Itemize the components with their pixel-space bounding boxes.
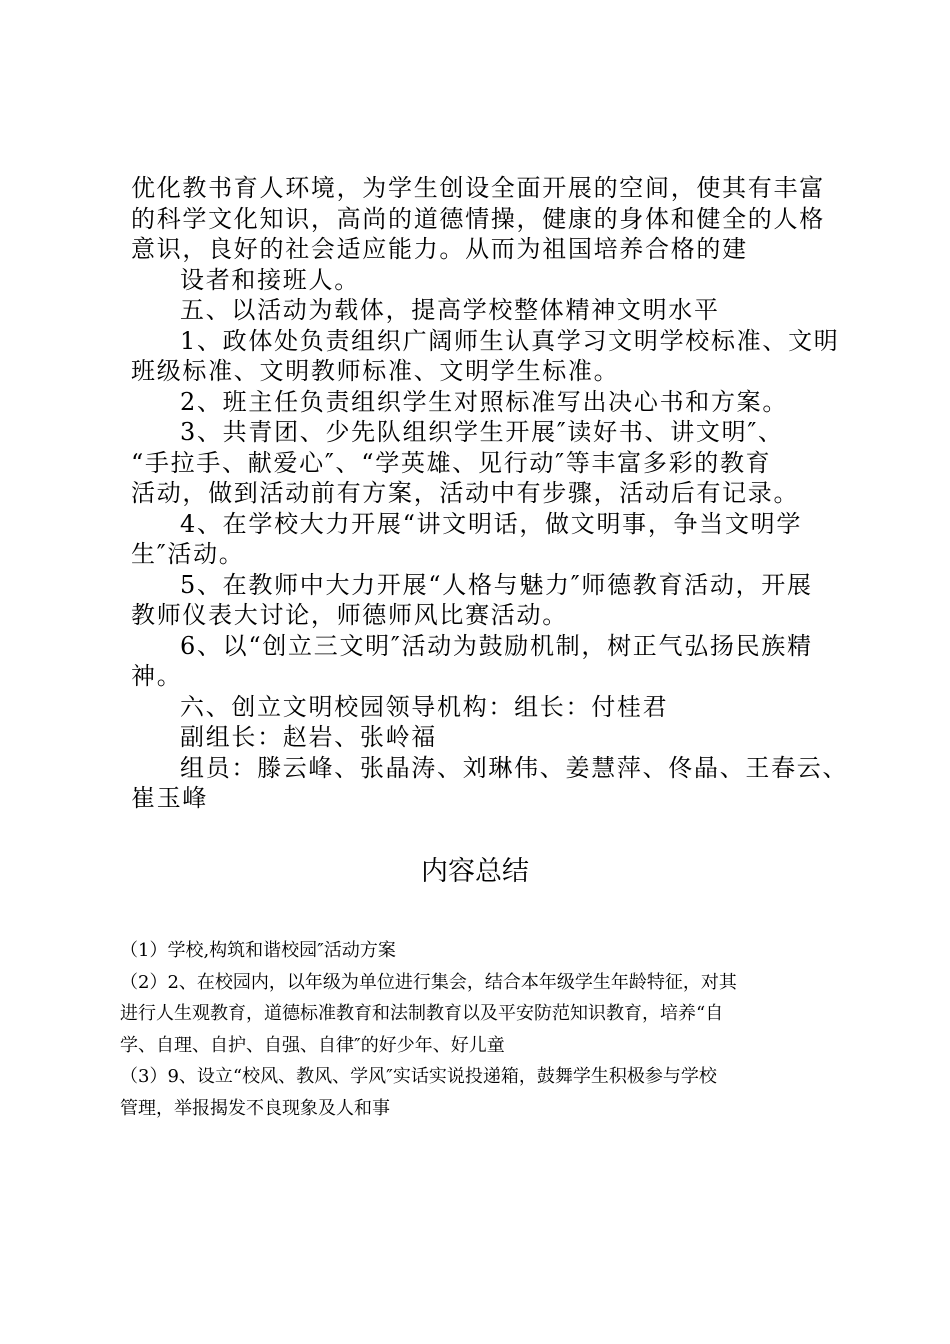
body-line: “手拉手、献爱心″、“学英雄、见行动″等丰富多彩的教育 bbox=[131, 448, 772, 477]
summary-line: 学、自理、自护、自强、自律″的好少年、好儿童 bbox=[120, 1034, 505, 1056]
body-line: 意识，良好的社会适应能力。从而为祖国培养合格的建 bbox=[131, 235, 748, 263]
body-line: 生″活动。 bbox=[131, 540, 245, 568]
body-line: 优化教书育人环境，为学生创设全面开展的空间，使其有丰富 bbox=[131, 174, 825, 202]
summary-list bbox=[120, 935, 840, 1124]
body-line: 设者和接班人。 bbox=[180, 265, 360, 294]
body-line: 3、共青团、少先队组织学生开展″读好书、讲文明″、 bbox=[180, 418, 784, 446]
body-line: 6、以“创立三文明″活动为鼓励机制，树正气弘扬民族精 bbox=[180, 631, 813, 660]
summary-title: 内容总结 bbox=[421, 856, 529, 887]
body-line: 教师仪表大讨论，师德师风比赛活动。 bbox=[131, 601, 568, 629]
body-line: 神。 bbox=[131, 662, 183, 690]
section-heading: 五、以活动为载体，提高学校整体精神文明水平 bbox=[180, 296, 720, 324]
summary-line: （1）学校,构筑和谐校园″活动方案 bbox=[120, 940, 396, 961]
body-line: 崔玉峰 bbox=[131, 784, 209, 812]
document-body bbox=[131, 173, 849, 814]
body-line: 的科学文化知识，高尚的道德情操，健康的身体和健全的人格 bbox=[131, 204, 825, 233]
body-line: 1、政体处负责组织广阔师生认真学习文明学校标准、文明 bbox=[180, 326, 840, 355]
summary-line: 进行人生观教育，道德标准教育和法制教育以及平安防范知识教育，培养“自 bbox=[120, 1003, 724, 1024]
section-heading: 六、创立文明校园领导机构：组长：付桂君 bbox=[180, 692, 669, 721]
body-line: 2、班主任负责组织学生对照标准写出决心书和方案。 bbox=[180, 387, 789, 416]
summary-line: （2）2、在校园内，以年级为单位进行集会，结合本年级学生年龄特征，对其 bbox=[120, 971, 737, 993]
body-line: 组员：滕云峰、张晶涛、刘琳伟、姜慧萍、佟晶、王春云、 bbox=[180, 753, 849, 782]
summary-line: 管理，举报揭发不良现象及人和事 bbox=[120, 1097, 390, 1119]
summary-line: （3）9、设立“校风、教风、学风″实话实说投递箱，鼓舞学生积极参与学校 bbox=[120, 1066, 717, 1087]
body-line: 5、在教师中大力开展“人格与魅力″师德教育活动，开展 bbox=[180, 570, 813, 599]
body-line: 副组长：赵岩、张岭福 bbox=[180, 723, 437, 751]
body-line: 活动，做到活动前有方案，活动中有步骤，活动后有记录。 bbox=[131, 479, 800, 507]
body-line: 班级标准、文明教师标准、文明学生标准。 bbox=[131, 357, 620, 385]
body-line: 4、在学校大力开展“讲文明话，做文明事，争当文明学 bbox=[180, 509, 803, 538]
